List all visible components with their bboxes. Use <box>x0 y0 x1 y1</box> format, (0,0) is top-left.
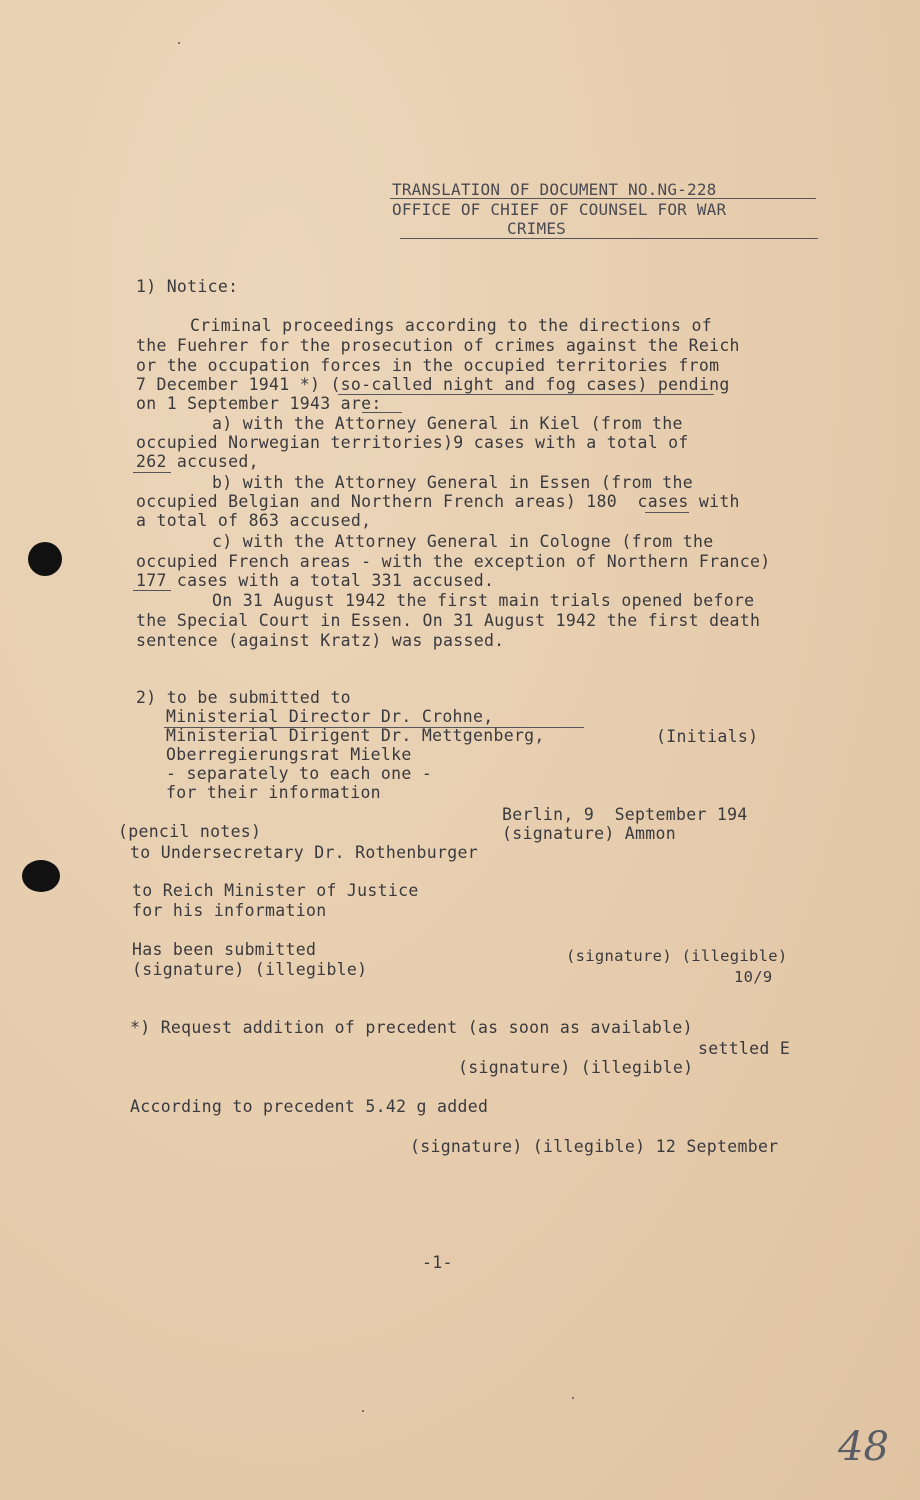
strike-line <box>164 727 584 728</box>
notice-heading: 1) Notice: <box>136 277 239 296</box>
submitted: Has been submitted <box>132 940 317 959</box>
section2-line: Ministerial Director Dr. Crohne, <box>166 707 494 726</box>
header-rule-1 <box>390 198 816 199</box>
notice-line: 7 December 1941 *) (so-called night and fog cases) pending <box>136 375 730 394</box>
section2-heading: 2) to be submitted to <box>136 688 351 707</box>
notice-line: on 1 September 1943 are: <box>136 394 382 413</box>
notice-line: occupied Belgian and Northern French areas) 180 cases with <box>136 492 740 511</box>
submitted-signature: (signature) (illegible) <box>132 960 368 979</box>
punch-hole-icon <box>28 542 62 576</box>
footnote-signature-2: (signature) (illegible) 12 September <box>410 1137 779 1156</box>
speck <box>178 42 180 44</box>
notice-line: the Special Court in Essen. On 31 August 1942 the first death <box>136 611 761 630</box>
initials: (Initials) <box>656 727 759 746</box>
header-line-1: TRANSLATION OF DOCUMENT NO.NG-228 <box>392 180 717 199</box>
speck <box>362 1410 364 1412</box>
header-line-2: OFFICE OF CHIEF OF COUNSEL FOR WAR <box>392 200 727 219</box>
right-date: 10/9 <box>734 968 773 986</box>
footnote-signature: (signature) (illegible) <box>458 1058 694 1077</box>
section2-line: - separately to each one - <box>166 764 433 783</box>
speck <box>572 1397 574 1399</box>
notice-line: or the occupation forces in the occupied territories from <box>136 356 720 375</box>
notice-line: 262 accused, <box>136 452 259 471</box>
undersecretary: to Undersecretary Dr. Rothenburger <box>130 843 478 862</box>
notice-line: the Fuehrer for the prosecution of crimes against the Reich <box>136 336 740 355</box>
punch-hole-icon <box>22 860 60 892</box>
notice-line: Criminal proceedings according to the directions of <box>190 316 712 335</box>
notice-line: sentence (against Kratz) was passed. <box>136 631 505 650</box>
notice-line: occupied Norwegian territories)9 cases with a total of <box>136 433 689 452</box>
page-number: -1- <box>422 1253 453 1272</box>
underline-180 <box>645 512 689 513</box>
place-date: Berlin, 9 September 194 <box>502 805 748 824</box>
notice-line: occupied French areas - with the exception of Northern France) <box>136 552 771 571</box>
header-line-3: CRIMES <box>507 219 566 238</box>
underline-are <box>362 412 402 413</box>
notice-item-a: a) with the Attorney General in Kiel (from the <box>212 414 683 433</box>
notice-line: On 31 August 1942 the first main trials opened before <box>212 591 755 610</box>
notice-line: a total of 863 accused, <box>136 511 372 530</box>
pencil-notes: (pencil notes) <box>118 822 262 841</box>
section2-line: Ministerial Dirigent Dr. Mettgenberg, <box>166 726 545 745</box>
notice-item-b: b) with the Attorney General in Essen (from the <box>212 473 693 492</box>
right-signature: (signature) (illegible) <box>566 947 788 965</box>
according-precedent: According to precedent 5.42 g added <box>130 1097 489 1116</box>
signature-ammon: (signature) Ammon <box>502 824 676 843</box>
reich-info: for his information <box>132 901 327 920</box>
underline-177 <box>133 590 171 591</box>
underline-night-fog <box>338 394 714 395</box>
header-rule-2 <box>400 238 818 239</box>
reich-minister: to Reich Minister of Justice <box>132 881 419 900</box>
underline-262 <box>133 472 171 473</box>
notice-item-c: c) with the Attorney General in Cologne (from the <box>212 532 714 551</box>
section2-line: Oberregierungsrat Mielke <box>166 745 412 764</box>
notice-line: 177 cases with a total 331 accused. <box>136 571 495 590</box>
footnote-request: *) Request addition of precedent (as soon as available) <box>130 1018 693 1037</box>
section2-line: for their information <box>166 783 381 802</box>
handwritten-number: 48 <box>838 1424 889 1470</box>
settled: settled E <box>698 1039 791 1058</box>
